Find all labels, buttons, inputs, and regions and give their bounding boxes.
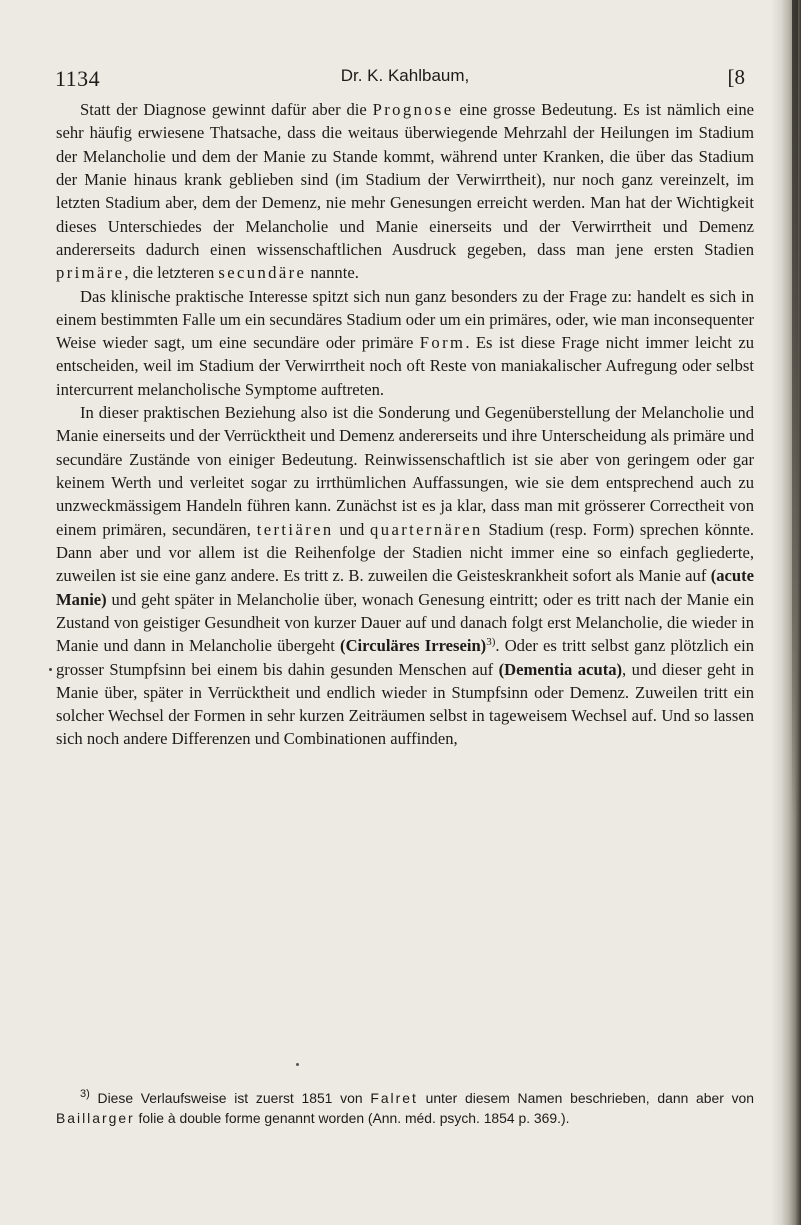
page-header	[55, 62, 755, 90]
emphasis-quarternaeren: quarternären	[370, 519, 483, 539]
text-run: folie à double forme genannt worden (Ann. méd. psych. 1854 p. 369.).	[134, 1110, 570, 1126]
name-falret: Falret	[370, 1090, 418, 1106]
emphasis-form: Form	[419, 333, 466, 353]
text-run: eine grosse Bedeutung. Es ist nämlich eine sehr häufig erwiesene Thatsache, dass die weitaus überwiegende Mehrzahl der Heilungen im Stadium der Melancholie und dem der Manie zu Stande kommt, während unter Kranken, die über das Stadium der Manie hinaus krank geblieben sind (im Stadium der Verwirrtheit), nur noch ganz vereinzelt, im letzten Stadium aber, dem der Demenz, nie mehr Genesungen erreicht werden. Man hat der Wichtigkeit dieses Unterschiedes der Melancholie und Manie einerseits und der Verwirrtheit und Demenz andererseits dadurch einen wissenschaftlichen Ausdruck gegeben, dass man jene ersten Stadien	[56, 100, 755, 259]
text-run: Diese Verlaufsweise ist zuerst 1851 von	[89, 1090, 371, 1106]
text-run: unter diesem Namen beschrieben, dann aber von	[417, 1090, 755, 1106]
emphasis-secundaere: secundäre	[218, 263, 307, 283]
binding-shadow	[792, 0, 798, 820]
term-acute-manie: (acute Manie)	[56, 566, 754, 609]
footnote	[56, 1088, 754, 1128]
text-run: . Es ist diese Frage nicht immer leicht zu entscheiden, weil im Stadium der Verwirrtheit noch oft Reste von maniakalischer Aufregung oder selbst intercurrent melancholische Symptome auftreten.	[56, 333, 754, 399]
section-mark: [8	[727, 65, 745, 89]
paragraph-2	[56, 285, 754, 402]
paragraph-1	[56, 98, 754, 285]
text-run: Statt der Diagnose gewinnt dafür aber die	[80, 100, 373, 119]
footnote-marker: 3)	[80, 1088, 90, 1100]
separator-dot	[296, 1063, 299, 1066]
name-baillarger: Baillarger	[56, 1110, 135, 1126]
term-circulaeres-irresein: (Circuläres Irresein)	[340, 636, 487, 656]
running-head: Dr. K. Kahlbaum,	[340, 66, 470, 85]
paragraph-3	[56, 401, 754, 751]
body-text	[56, 98, 754, 751]
margin-mark	[49, 668, 52, 671]
text-run: Das klinische praktische Interesse spitzt sich nun ganz besonders zu der Frage zu: handelt es sich in einem bestimmten Falle um ein secundäres Stadium oder um ein primäres, oder, wie man inconsequenter Weise wieder sagt, um eine secundäre oder primäre	[56, 286, 754, 353]
emphasis-primaere: primäre	[56, 263, 125, 283]
text-run: , die letzteren	[124, 263, 219, 283]
text-run: nannte.	[306, 263, 359, 283]
text-run: In dieser praktischen Beziehung also ist die Sonderung und Gegenüberstellung der Melancholie und Manie einerseits und der Verrücktheit und Demenz andererseits und ihre Unterscheidung als primäre und secundäre Zustände von einiger Bedeutung. Reinwissenschaftlich ist sie aber von geringem oder gar keinem Werth und verleitet sogar zu irrthümlichen Auffassungen, wie sie dem entsprechend auch zu unzweckmässigem Handeln führen kann. Zunächst ist es ja klar, dass man mit grösserer Correctheit von einem primären, secundären,	[56, 403, 754, 539]
text-run: , und dieser geht in Manie über, später in Verrücktheit und endlich wieder in Stumpfsinn oder Demenz. Zuweilen tritt ein solcher Wechsel der Formen in sehr kurzen Zeiträumen selbst in tageweisem Wechsel auf. Und so lassen sich noch andere Differenzen und Combinationen auffinden,	[56, 659, 754, 749]
footnote-reference[interactable]: 3)	[486, 636, 496, 649]
footnote-text	[56, 1088, 754, 1128]
term-dementia-acuta: (Dementia acuta)	[498, 659, 623, 679]
text-run: . Oder es tritt selbst ganz plötzlich ein grosser Stumpfsinn bei einem bis dahin gesunden Menschen auf	[56, 636, 755, 679]
text-run: Stadium (resp. Form) sprechen könnte. Dann aber und vor allem ist die Reihenfolge der Stadien nicht immer eine so einfach gegliederte, zuweilen ist sie eine ganz andere. Es tritt z. B. zuweilen die Geisteskrankheit sofort als Manie auf	[56, 519, 754, 586]
emphasis-tertiaeren: tertiären	[256, 519, 334, 539]
emphasis-prognose: Prognose	[372, 100, 454, 119]
text-run: und	[333, 519, 371, 539]
page-number: 1134	[55, 66, 101, 91]
text-run: und geht später in Melancholie über, wonach Genesung eintritt; oder es tritt nach der Manie ein Zustand von geistiger Gesundheit von kurzer Dauer auf und danach folgt erst Melancholie, die wieder in Manie und dann in Melancholie übergeht	[56, 589, 754, 656]
